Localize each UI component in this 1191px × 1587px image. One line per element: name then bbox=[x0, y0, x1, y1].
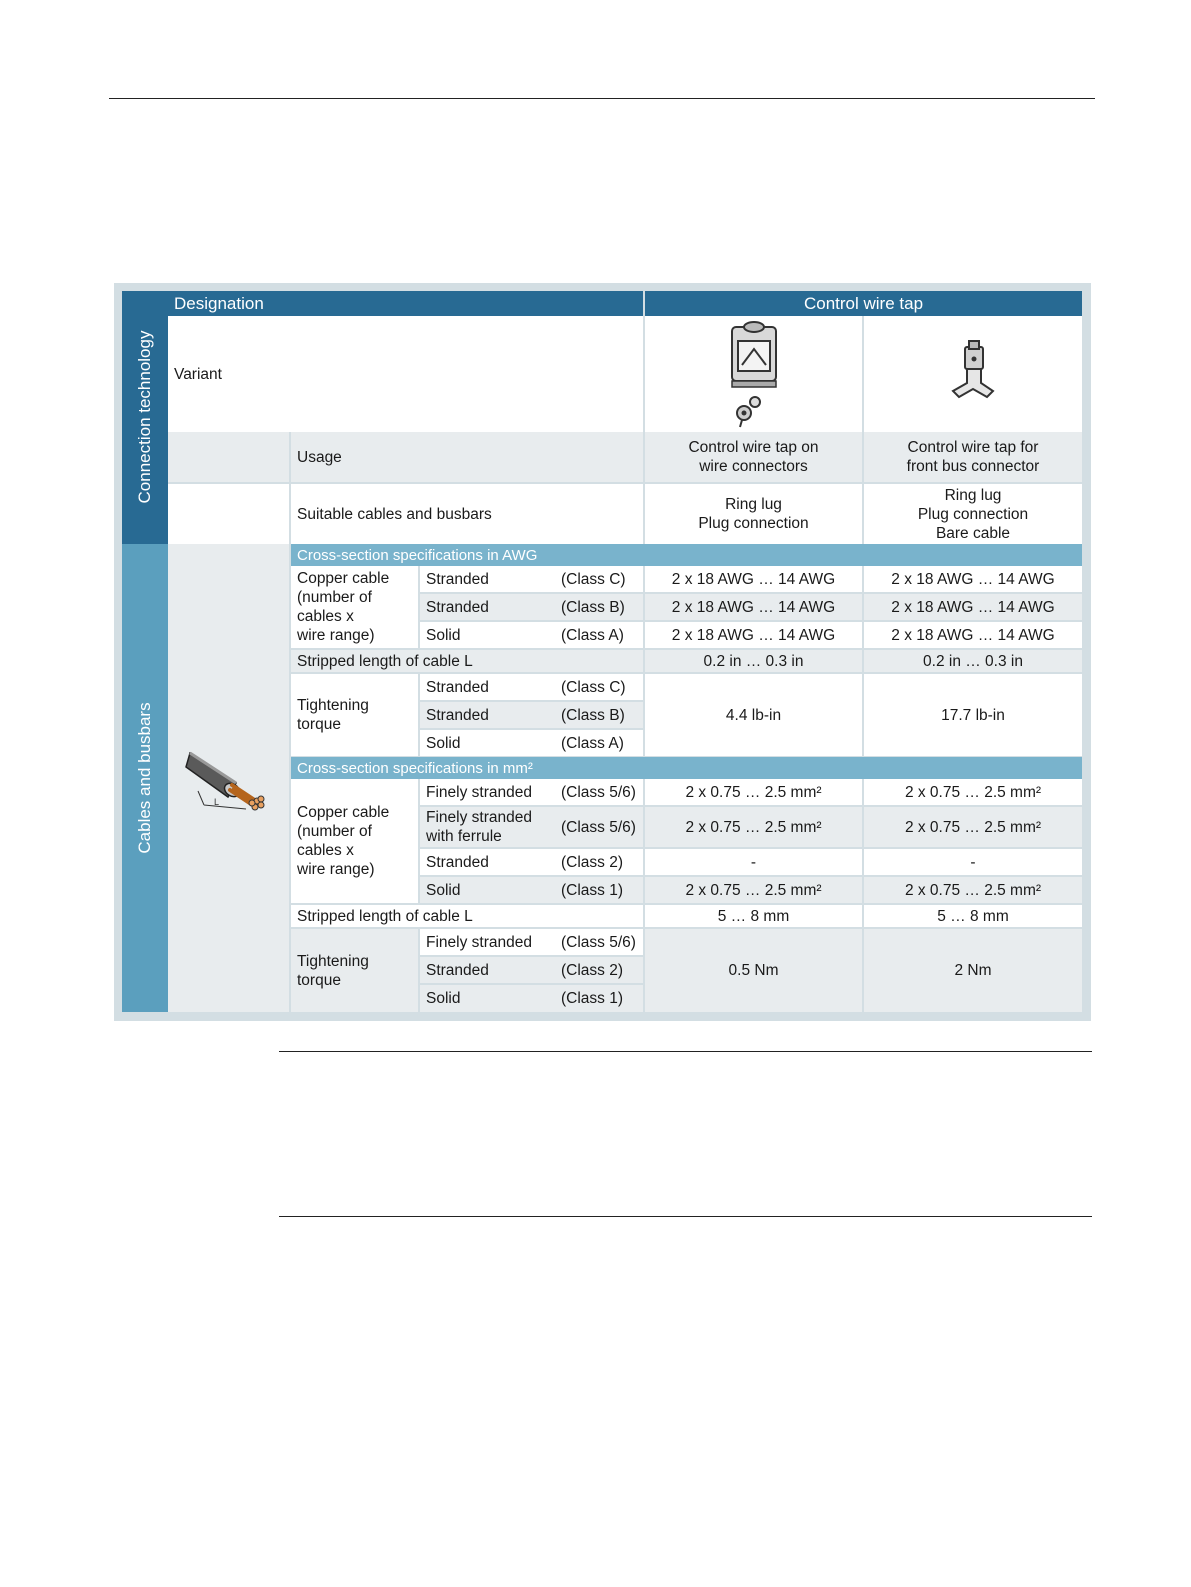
mm-row1-col1: 2 x 0.75 … 2.5 mm² bbox=[645, 779, 862, 805]
awg-row1-col1: 2 x 18 AWG … 14 AWG bbox=[645, 566, 862, 592]
mm-torque-row1-class: (Class 5/6) bbox=[555, 929, 643, 955]
awg-torque-col2: 17.7 lb-in bbox=[864, 674, 1082, 756]
suitable-col1: Ring lug Plug connection bbox=[645, 484, 862, 544]
awg-torque-row3-class: (Class A) bbox=[555, 730, 643, 756]
mm-torque-row2-type: Stranded bbox=[420, 957, 555, 983]
header-control-wire-tap: Control wire tap bbox=[645, 291, 1082, 316]
awg-stripped-label: Stripped length of cable L bbox=[291, 650, 643, 672]
mm-stripped-label: Stripped length of cable L bbox=[291, 905, 643, 927]
awg-stripped-col1: 0.2 in … 0.3 in bbox=[645, 650, 862, 672]
awg-section-band: Cross-section specifications in AWG bbox=[291, 544, 1082, 566]
variant-image-2 bbox=[864, 316, 1082, 432]
awg-torque-label: Tightening torque bbox=[291, 674, 418, 756]
awg-row3-col1: 2 x 18 AWG … 14 AWG bbox=[645, 622, 862, 648]
mm-row4-col1: 2 x 0.75 … 2.5 mm² bbox=[645, 877, 862, 903]
mm-row3-type: Stranded bbox=[420, 849, 555, 875]
mm-torque-row3-type: Solid bbox=[420, 985, 555, 1012]
mm-torque-col1: 0.5 Nm bbox=[645, 929, 862, 1012]
mm-row2-class: (Class 5/6) bbox=[555, 807, 643, 847]
side-label-connection-technology: Connection technology bbox=[135, 330, 154, 504]
variant-image-1 bbox=[645, 316, 862, 432]
side-band-connection-technology bbox=[122, 291, 168, 544]
wire-connector-tap-icon bbox=[724, 319, 784, 429]
mm-row4-col2: 2 x 0.75 … 2.5 mm² bbox=[864, 877, 1082, 903]
side-band-cables-busbars bbox=[122, 544, 168, 1012]
awg-stripped-col2: 0.2 in … 0.3 in bbox=[864, 650, 1082, 672]
mm-row2-col2: 2 x 0.75 … 2.5 mm² bbox=[864, 807, 1082, 847]
cable-image-cell bbox=[168, 544, 289, 1012]
awg-torque-row2-type: Stranded bbox=[420, 702, 555, 728]
awg-row2-type: Stranded bbox=[420, 594, 555, 620]
stripped-cable-icon bbox=[184, 743, 274, 813]
suitable-blank bbox=[168, 484, 289, 544]
specification-table bbox=[114, 283, 1091, 1021]
awg-torque-row1-class: (Class C) bbox=[555, 674, 643, 700]
mm-torque-row2-class: (Class 2) bbox=[555, 957, 643, 983]
usage-col2: Control wire tap for front bus connector bbox=[864, 432, 1082, 482]
mm-torque-row3-class: (Class 1) bbox=[555, 985, 643, 1012]
mm-row4-type: Solid bbox=[420, 877, 555, 903]
usage-col1: Control wire tap on wire connectors bbox=[645, 432, 862, 482]
awg-row3-col2: 2 x 18 AWG … 14 AWG bbox=[864, 622, 1082, 648]
mm-row3-col1: - bbox=[645, 849, 862, 875]
mm-torque-label: Tightening torque bbox=[291, 929, 418, 1012]
mm-section-band: Cross-section specifications in mm² bbox=[291, 757, 1082, 779]
side-label-cables-busbars: Cables and busbars bbox=[135, 702, 154, 854]
mm-stripped-col2: 5 … 8 mm bbox=[864, 905, 1082, 927]
awg-torque-row3-type: Solid bbox=[420, 730, 555, 756]
suitable-label: Suitable cables and busbars bbox=[291, 484, 643, 544]
awg-copper-label: Copper cable (number of cables x wire range) bbox=[291, 566, 418, 648]
awg-torque-col1: 4.4 lb-in bbox=[645, 674, 862, 756]
awg-row3-type: Solid bbox=[420, 622, 555, 648]
mm-row1-col2: 2 x 0.75 … 2.5 mm² bbox=[864, 779, 1082, 805]
mm-row2-type: Finely stranded with ferrule bbox=[420, 807, 555, 847]
awg-row1-type: Stranded bbox=[420, 566, 555, 592]
cable-dimension-label: L bbox=[213, 797, 219, 807]
top-rule bbox=[109, 98, 1095, 99]
header-designation: Designation bbox=[168, 291, 643, 316]
usage-label: Usage bbox=[291, 432, 643, 482]
mm-row1-type: Finely stranded bbox=[420, 779, 555, 805]
mm-row2-col1: 2 x 0.75 … 2.5 mm² bbox=[645, 807, 862, 847]
awg-row2-class: (Class B) bbox=[555, 594, 643, 620]
mm-row4-class: (Class 1) bbox=[555, 877, 643, 903]
awg-torque-row2-class: (Class B) bbox=[555, 702, 643, 728]
mm-row3-col2: - bbox=[864, 849, 1082, 875]
mm-row3-class: (Class 2) bbox=[555, 849, 643, 875]
mm-torque-row1-type: Finely stranded bbox=[420, 929, 555, 955]
mm-torque-col2: 2 Nm bbox=[864, 929, 1082, 1012]
mm-stripped-col1: 5 … 8 mm bbox=[645, 905, 862, 927]
awg-row3-class: (Class A) bbox=[555, 622, 643, 648]
front-bus-connector-tap-icon bbox=[943, 339, 1003, 409]
awg-row2-col1: 2 x 18 AWG … 14 AWG bbox=[645, 594, 862, 620]
awg-row2-col2: 2 x 18 AWG … 14 AWG bbox=[864, 594, 1082, 620]
suitable-col2: Ring lug Plug connection Bare cable bbox=[864, 484, 1082, 544]
note-rule-bottom bbox=[279, 1216, 1092, 1217]
mm-copper-label: Copper cable (number of cables x wire range) bbox=[291, 779, 418, 903]
note-rule-top bbox=[279, 1051, 1092, 1052]
mm-row1-class: (Class 5/6) bbox=[555, 779, 643, 805]
awg-row1-class: (Class C) bbox=[555, 566, 643, 592]
usage-blank bbox=[168, 432, 289, 482]
awg-row1-col2: 2 x 18 AWG … 14 AWG bbox=[864, 566, 1082, 592]
awg-torque-row1-type: Stranded bbox=[420, 674, 555, 700]
variant-label: Variant bbox=[168, 316, 643, 432]
